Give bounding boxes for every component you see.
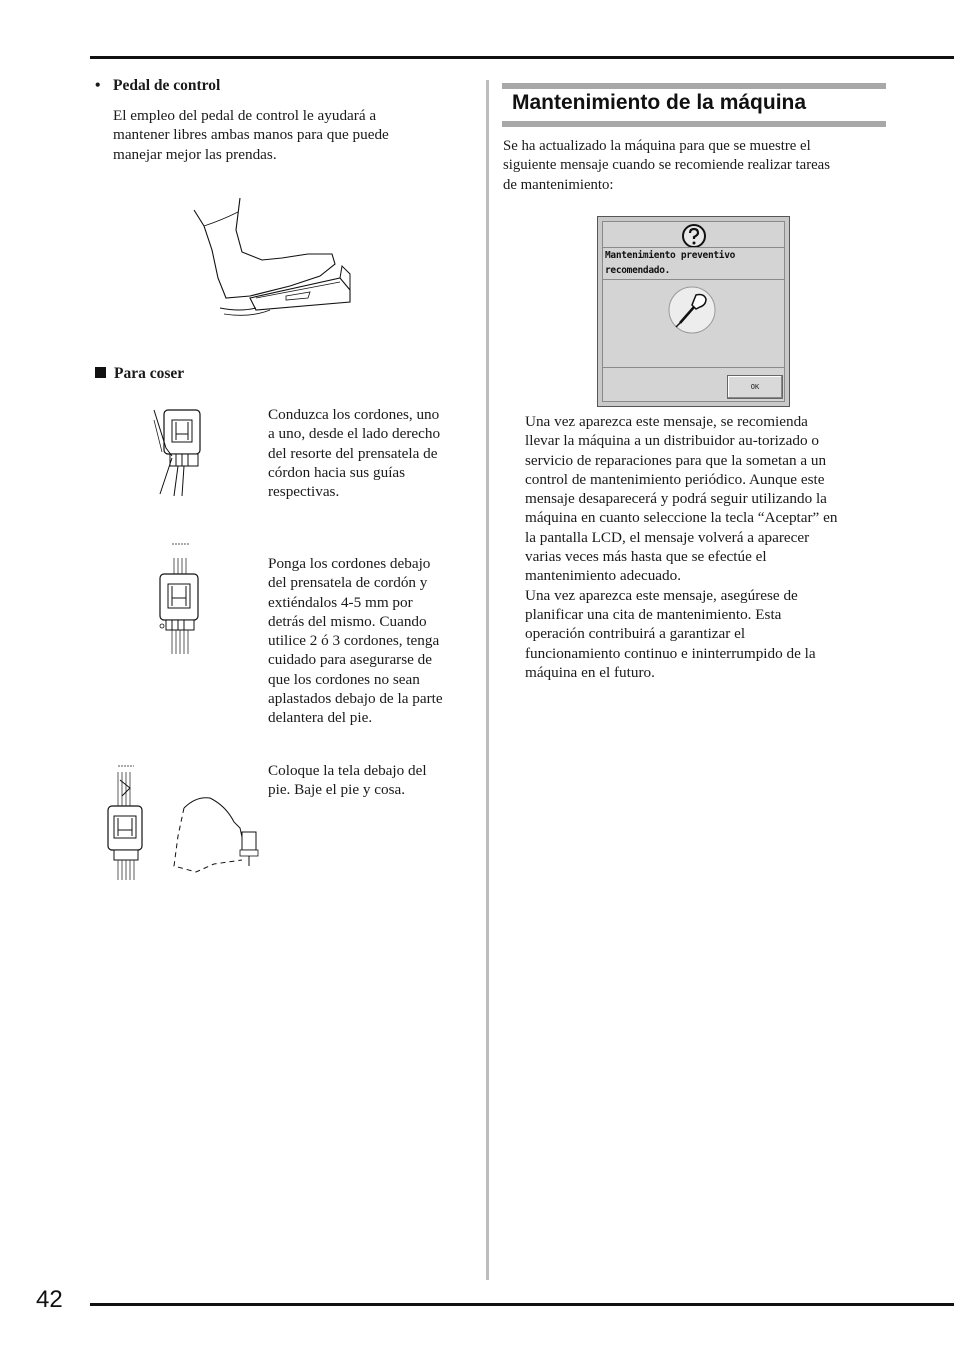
text-line: delantera del pie. — [268, 709, 373, 727]
bullet-dot: • — [95, 77, 101, 94]
text-line: El empleo del pedal de control le ayudará a — [113, 107, 377, 124]
text-line: de mantenimiento: — [503, 176, 614, 193]
text-line: aplastados debajo de la parte — [268, 690, 443, 708]
text-line: control de mantenimiento periódico. Aunque este — [525, 470, 825, 488]
lcd-message — [605, 248, 785, 278]
text-line: respectivas. — [268, 483, 340, 501]
text-line: servicio de reparaciones para que la sometan a un — [525, 451, 827, 469]
text-line: máquina en el futuro. — [525, 663, 655, 681]
lcd-message-line: recomendado. — [605, 265, 671, 276]
text-line: funcionamiento continuo e ininterrumpido de la — [525, 644, 816, 662]
lcd-divider — [602, 367, 785, 368]
step-3-text — [268, 761, 427, 800]
text-line: detrás del mismo. Cuando — [268, 612, 427, 630]
text-line: del prensatela de cordón y — [268, 574, 428, 592]
maintenance-body-text — [525, 412, 837, 682]
para-coser-title: Para coser — [114, 365, 185, 382]
section-heading: Mantenimiento de la máquina — [512, 91, 807, 114]
text-line: a uno, desde el lado derecho — [268, 425, 441, 443]
foot-pedal-illustration — [190, 190, 360, 320]
text-line: manejar mejor las prendas. — [113, 145, 277, 163]
bottom-rule — [90, 1303, 954, 1306]
ok-button[interactable]: OK — [727, 375, 783, 399]
cording-foot-illustration-1 — [150, 408, 210, 498]
pedal-description — [113, 106, 389, 164]
square-bullet-icon — [95, 367, 106, 378]
intro-text — [503, 137, 830, 195]
text-line: Una vez aparezca este mensaje, asegúrese de — [525, 586, 798, 604]
step-1-text — [268, 405, 440, 501]
text-line: Ponga los cordones debajo — [268, 555, 431, 572]
text-line: córdon hacia sus guías — [268, 463, 406, 481]
column-divider — [486, 80, 489, 1280]
lcd-message-line: Mantenimiento preventivo — [605, 250, 736, 261]
text-line: Una vez aparezca este mensaje, se recomienda — [525, 413, 808, 430]
question-circle-icon — [680, 223, 708, 249]
text-line: Se ha actualizado la máquina para que se muestre el — [503, 138, 811, 154]
text-line: mantenimiento adecuado. — [525, 567, 682, 585]
text-line: operación contribuirá a garantizar el — [525, 625, 746, 643]
pedal-heading — [95, 77, 220, 95]
pedal-title: Pedal de control — [113, 77, 221, 94]
screwdriver-icon — [666, 285, 718, 335]
cording-foot-illustration-2 — [156, 544, 206, 656]
step-2-text — [268, 554, 443, 728]
text-line: máquina en cuanto seleccione la tecla “Aceptar” en — [525, 509, 838, 527]
text-line: siguiente mensaje cuando se recomiende realizar tareas — [503, 157, 831, 174]
text-line: utilice 2 ó 3 cordones, tenga — [268, 632, 440, 650]
text-line: Conduzca los cordones, uno — [268, 406, 440, 423]
text-line: llevar la máquina a un distribuidor au-torizado o — [525, 432, 819, 450]
page-number: 42 — [36, 1286, 63, 1313]
text-line: Coloque la tela debajo del — [268, 762, 427, 779]
text-line: la pantalla LCD, el mensaje volverá a aparecer — [525, 528, 810, 546]
lcd-divider — [602, 279, 785, 280]
text-line: cuidado para asegurarse de — [268, 651, 433, 669]
text-line: extiéndalos 4-5 mm por — [268, 593, 413, 611]
fabric-under-foot-illustration — [104, 766, 264, 882]
text-line: pie. Baje el pie y cosa. — [268, 781, 406, 799]
text-line: mantener libres ambas manos para que puede — [113, 126, 389, 144]
lcd-screen — [597, 216, 790, 407]
text-line: planificar una cita de mantenimiento. Esta — [525, 605, 782, 623]
text-line: del resorte del prensatela de — [268, 444, 438, 462]
text-line: varias veces más hasta que se efectúe el — [525, 548, 767, 566]
top-rule — [90, 56, 954, 59]
text-line: mensaje desaparecerá y podrá seguir utilizando la — [525, 490, 827, 508]
text-line: que los cordones no sean — [268, 670, 420, 688]
para-coser-heading — [95, 364, 184, 383]
